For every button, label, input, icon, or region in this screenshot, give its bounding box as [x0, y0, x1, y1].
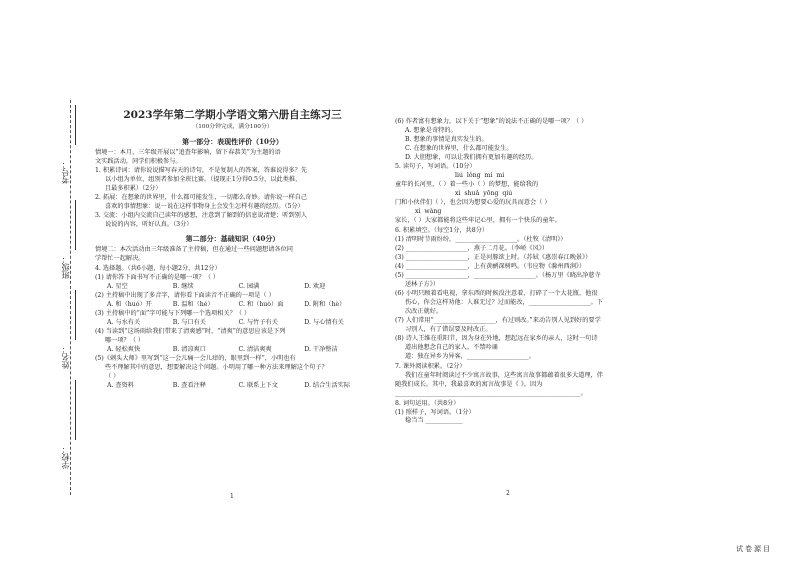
text-line: 以小组为单位，组别者参加全班比赛。（提现正1分得0.5分，以此类推， — [105, 175, 302, 183]
option[interactable]: B. 与口有关 — [172, 318, 206, 326]
option[interactable]: C. 联系上下文 — [238, 381, 278, 389]
fill-line[interactable]: (3) ____________________，正是河豚欲上时。（苏轼《惠崇春江晚景》） — [395, 253, 592, 261]
text-line: (4) 当读到“这场雨给我们带来了清爽感”时，“清爽”的意思应该是下列 — [95, 327, 286, 335]
text-line: 我们在童年时阅读过不少寓言故事，这些寓言故事都蕴着很多大道理，伴 — [405, 371, 603, 379]
name-line — [75, 290, 77, 340]
left-page — [95, 108, 370, 391]
text-line: 习别人，有了错误要及时改正。 — [405, 325, 492, 333]
text-line: B. 想象的事情是真实发生的。 — [405, 135, 488, 143]
student-id-label: 考号： — [61, 160, 70, 184]
q2-options — [95, 301, 370, 310]
option[interactable]: A. 轻松爽快 — [107, 345, 141, 353]
text-line: A. 想象是奇特的。 — [405, 126, 457, 134]
option[interactable]: D. 干净整洁 — [304, 345, 338, 353]
pinyin-line: liú lǒng mí mi — [455, 171, 505, 179]
option[interactable]: A. 与水有关 — [107, 318, 141, 326]
text-line: (1) 照样子，写词语。（1分） — [395, 408, 475, 416]
fill-line[interactable]: (7) 人们常用“____________________，有过则改。”来动告别人见到好的要学 — [395, 316, 601, 324]
text-line: (2) 主持稿中出现了多音字，请你看下面读音不正确的一项是（ ） — [95, 291, 275, 299]
q6-title: 6. 积累填空。（每空1分，共8分） — [395, 226, 489, 234]
option[interactable]: B. 查看注释 — [172, 381, 206, 389]
corner-watermark-text: 试卷源目 — [736, 545, 772, 553]
text-line: (6) 作者富有想象力，以下关于“想象”的说法不正确的是哪一项？（ ） — [395, 118, 588, 125]
text-line: (1) 请你答下面书写不正确的是哪一项？（ ） — [95, 273, 220, 281]
text-line: 1. 积累诗词：请你说说描写春天的诗句，不是复制人的答案，答谁说得多？先 — [95, 166, 308, 174]
text-line: 说说的内容，听好认真。（3分） — [105, 220, 193, 228]
text-line: 2. 拓展：在想象的世界里，什么都可能发生，一切都么奇妙。请你说一样自己 — [95, 193, 308, 201]
option[interactable]: A. 星空 — [107, 282, 128, 290]
name-label: 姓名： — [61, 345, 70, 369]
option[interactable]: C. 园满 — [238, 282, 260, 290]
fill-line[interactable]: 家长，（ ）大家都能将这些牢记心里，拥有一个快乐的童年。 — [395, 216, 561, 224]
page-title: 2023学年第二学期小学语文第六册自主练习三 — [123, 109, 342, 121]
fill-line[interactable]: 门和小伙伴们（ ），也会因为想要心爱的玩具而意会（ ） — [395, 198, 551, 206]
fill-line[interactable]: (2) ____________________，燕子二月花。（李峤《风》） — [395, 244, 549, 252]
q3-options — [95, 319, 370, 328]
text-line: (6) 小明只顾着看电视，拿东西的时候没注意着，打碎了一个大花瓶，他很 — [395, 289, 598, 297]
q7-title: 7. 课外阅读积累。（2分） — [395, 362, 466, 370]
q8-title: 8. 词句运用。（共8分） — [395, 399, 460, 407]
part2-title: 第二部分：基础知识（40分） — [185, 233, 280, 243]
text-line: 情境二：本次活动由三年级准备了主持稿，但在通过一些问题想请各位同 — [95, 245, 293, 253]
text-line: 学帮忙一起解决。 — [95, 254, 145, 262]
text-line: 且最多积累）（2分） — [105, 184, 162, 192]
school-line — [75, 380, 77, 440]
text-line: 5. 读句子，写词语。（10分） — [395, 162, 476, 170]
text-line: 送林子方》） — [405, 280, 440, 288]
option[interactable]: D. 附和（hè） — [304, 300, 346, 308]
option[interactable]: B. 清凉爽口 — [172, 345, 206, 353]
fill-line[interactable]: 伤心，你会这样劝他：人谁无过？过而能改，____________________。下 — [405, 298, 603, 306]
student-id-line — [75, 105, 77, 145]
option[interactable]: B. 继续 — [172, 282, 194, 290]
option[interactable]: B. 温和（hé） — [172, 300, 214, 308]
page-subtitle: （100分钟完成，满分100分） — [192, 124, 273, 131]
q5-options — [95, 382, 370, 391]
text-line: (5)《刺头大师》里写到“这一会儿痛一会儿痒的，眼里到一样”，小明也有 — [95, 354, 296, 362]
option[interactable]: A. 和（huó）开 — [107, 300, 152, 308]
q1-options — [95, 283, 370, 292]
part1-title: 第一部分：表现性评价（10分） — [182, 136, 283, 146]
text-line: 文实践活动，同学们积极参与。 — [95, 157, 182, 165]
right-page — [395, 118, 655, 426]
q4-options — [95, 346, 370, 355]
class-line — [75, 200, 77, 250]
text-line: 道出他想念自己的家人。不禁吟诵 — [405, 343, 498, 351]
text-line: C. 在想象的世界里，什么都可能发生。 — [405, 144, 513, 152]
text-line: D. 大胆想象，可以让我们拥有更加有趣的经历。 — [405, 153, 538, 161]
fill-line[interactable]: 随我们成长。其中，我最喜欢的寓言故事是《 》。因为 — [395, 380, 543, 388]
fill-line[interactable]: (5) ____________________，____________________。（杨万里《晓出净慈寺 — [395, 271, 601, 279]
text-line: 次改正就好。 — [405, 307, 443, 315]
text-line: 哪一项？（ ） — [105, 336, 145, 344]
fill-line[interactable]: ____________________________________________________________。 — [395, 389, 587, 397]
option[interactable]: C. 清洁爽爽 — [238, 345, 272, 353]
option[interactable]: D. 结合生活实际 — [304, 381, 351, 389]
option[interactable]: D. 与心情有关 — [304, 318, 344, 326]
fill-line[interactable]: (1) 清明时节雨纷纷，____________________。（杜牧《清明》） — [395, 235, 567, 243]
text-line: (8) 诗人王维在重阳节，因为身在外地，想起远在家乡的亲人，这时一句诗 — [395, 334, 598, 342]
binding-line — [70, 100, 72, 495]
text-line: 些不理解其中的意思，想要解决这个问题。小明用了哪一种方法来理解这个句子？ — [105, 363, 328, 371]
fill-line[interactable]: 童年的长河里，（ ）着一些小（ ）的梦想，能给我的 — [395, 180, 539, 188]
text-line: 喜欢的事情想象：说一说在这样事物身上会发生怎样有趣的经历。（5分） — [105, 202, 304, 210]
text-line: (3) 主持稿中的“面”字可能与下列哪一个选项相关？（ ） — [95, 309, 251, 317]
class-label: 班级： — [61, 255, 70, 279]
fill-line[interactable]: 稳当当 ____________ — [405, 417, 463, 425]
option[interactable]: A. 查资料 — [107, 381, 134, 389]
fill-line[interactable]: (4) ____________________，上有黄鹂深树鸣。（韦应物《滁州西涧》） — [395, 262, 586, 270]
option[interactable]: C. 和（huò）面 — [238, 300, 284, 308]
option[interactable]: C. 与竹子有关 — [238, 318, 278, 326]
pinyin-line: xì shuǎ yōng qiú — [455, 189, 513, 197]
school-label: 学校： — [61, 445, 70, 469]
page-number-right: 2 — [506, 490, 510, 497]
pinyin-line: xì wàng — [415, 207, 442, 215]
text-line: （ ） — [105, 372, 120, 380]
page-number-left: 1 — [230, 493, 234, 500]
text-line: 情境一：本月，三年级开展以“追查年影响，留下春恭美”为主题的语 — [95, 148, 281, 156]
option[interactable]: D. 欢迎 — [304, 282, 326, 290]
text-line: 4. 选择题。（共6小题，每小题2分，共12分） — [95, 264, 221, 272]
fill-line[interactable]: 道：独在异乡为异客，____________________。 — [405, 352, 535, 360]
text-line: 3. 交流：小组内交流自己读年的感想，注意到了解到的信息说清楚；听到别人 — [95, 211, 308, 219]
